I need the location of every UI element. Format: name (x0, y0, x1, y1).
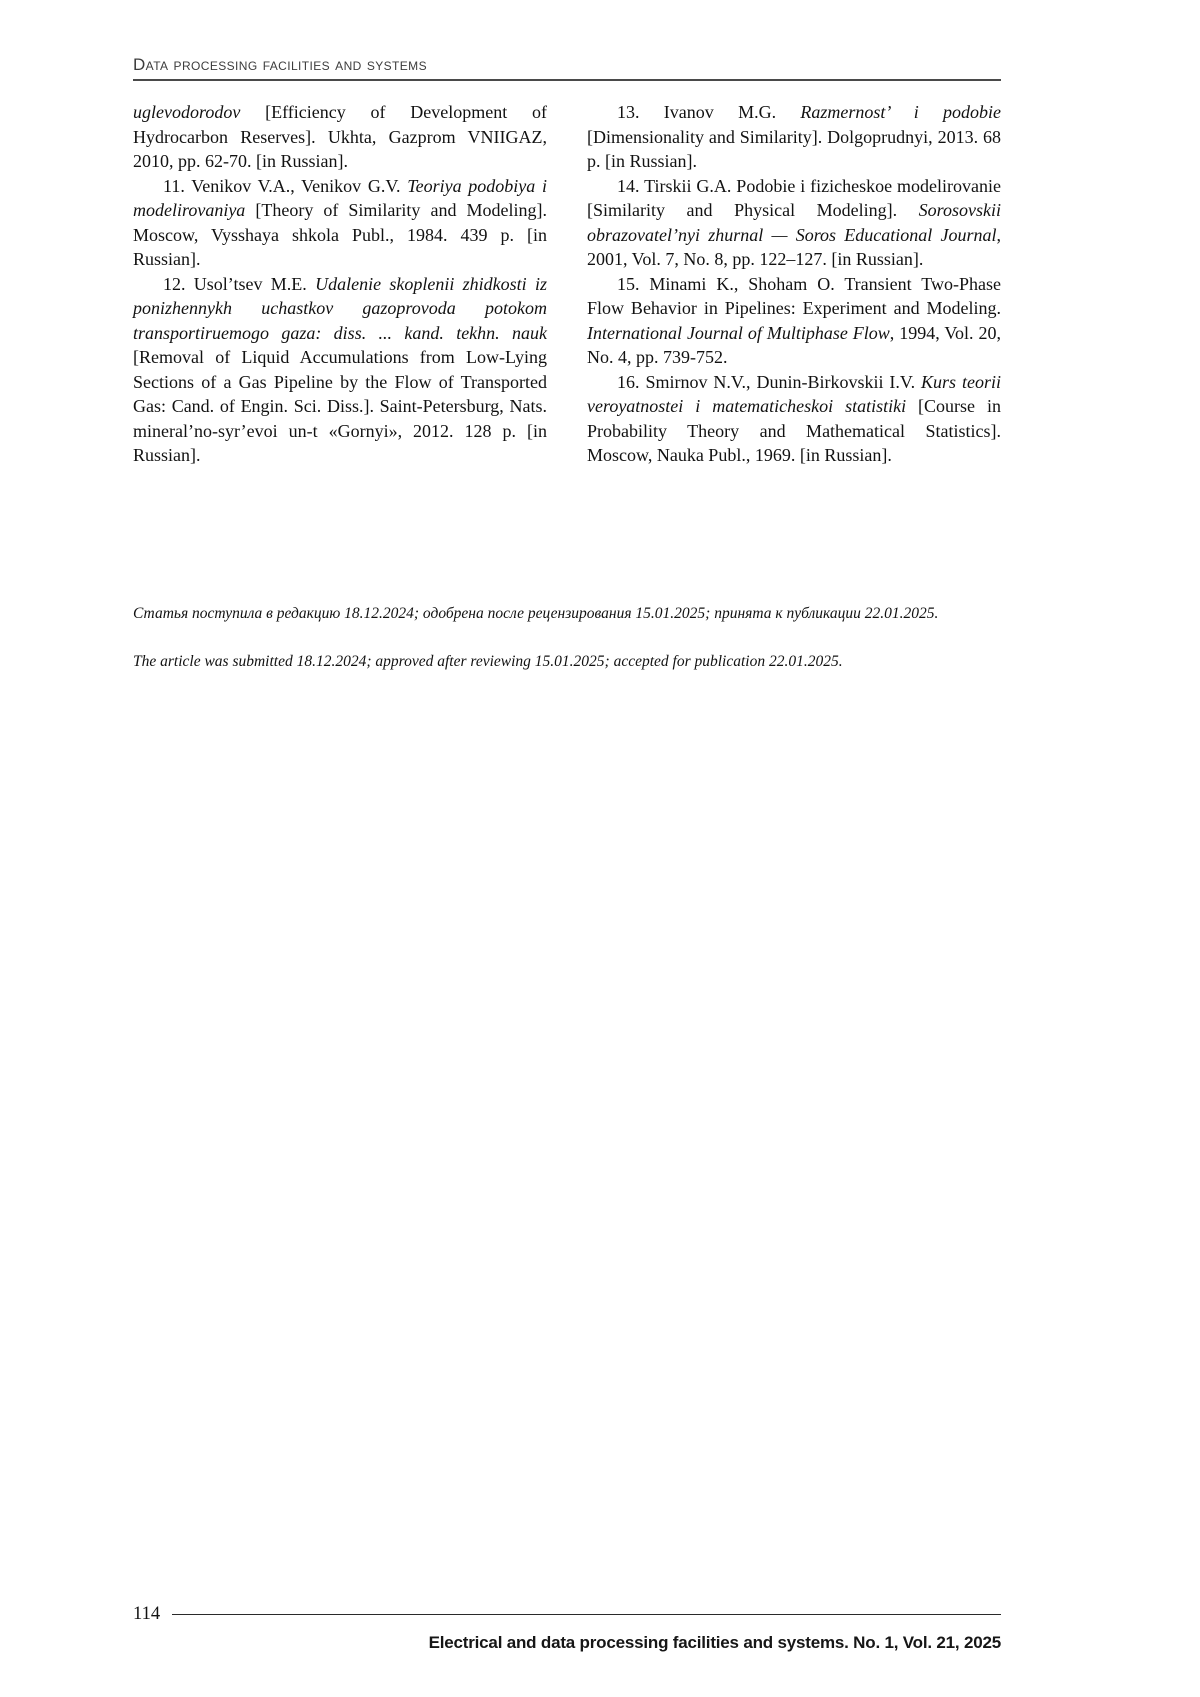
reference-text-segment: International Journal of Multiphase Flow (587, 322, 890, 343)
reference-text-segment: uglevodorodov (133, 102, 241, 122)
reference-text-segment: 12. Usol’tsev M.E. (163, 273, 316, 294)
submission-note-english: The article was submitted 18.12.2024; approved after reviewing 15.01.2025; accepted for publication 22.01.2025. (133, 653, 843, 670)
header-rule (133, 79, 1001, 81)
reference-text-segment: Razmernost’ i podobie (800, 102, 1001, 122)
running-head (133, 55, 1001, 81)
page-footer (133, 1605, 1001, 1653)
reference-text-segment: , 2001, Vol. 7, No. 8, pp. 122–127. [in Russian]. (587, 224, 1001, 269)
reference-text-segment: 14. Tirskii G.A. Podobie i fizicheskoe modelirovanie [Similarity and Physical Modeling]. (587, 175, 1001, 220)
journal-title-line: Electrical and data processing facilities and systems. No. 1, Vol. 21, 2025 (428, 1632, 1001, 1652)
reference-paragraph (133, 174, 547, 272)
reference-text-segment: Teoriya podobiya i modelirovaniya (133, 175, 547, 220)
reference-text-segment: 11. Venikov V.A., Venikov G.V. (163, 175, 408, 196)
reference-text-segment: Kurs teorii veroyatnostei i matematicheskoi statistiki (587, 371, 1001, 416)
reference-text-segment: [Course in Probability Theory and Mathematical Statistics]. Moscow, Nauka Publ., 1969. [in Russian]. (587, 396, 1001, 465)
reference-text-segment: Sorosovskii obrazovatel’nyi zhurnal — Soros Educational Journal (587, 200, 1001, 245)
references-right-column (587, 100, 1001, 468)
reference-text-segment: [Theory of Similarity and Modeling]. Moscow, Vysshaya shkola Publ., 1984. 439 p. [in Russian]. (133, 200, 547, 269)
reference-paragraph (587, 370, 1001, 468)
reference-paragraph (587, 100, 1001, 174)
page-number: 114 (133, 1604, 161, 1624)
reference-paragraph (133, 100, 547, 174)
reference-text-segment: [Efficiency of Development of Hydrocarbon Reserves]. Ukhta, Gazprom VNIIGAZ, 2010, pp. 62-70. [in Russian]. (133, 102, 547, 171)
reference-paragraph (587, 174, 1001, 272)
footer-rule (172, 1614, 1001, 1615)
reference-text-segment: [Removal of Liquid Accumulations from Low-Lying Sections of a Gas Pipeline by the Flow of Transported Gas: Cand. of Engin. Sci. Diss.]. Saint-Petersburg, Nats. mineral’no-syr’evoi un-t «Gornyi», 2012. 128 p. [in Russian]. (133, 347, 547, 465)
reference-text-segment: , 1994, Vol. 20, No. 4, pp. 739-752. (587, 322, 1002, 367)
footer-rule-row (133, 1605, 1001, 1624)
submission-note-russian: Статья поступила в редакцию 18.12.2024; одобрена после рецензирования 15.01.2025; принята к публикации 22.01.2025. (133, 605, 939, 622)
references-left-column (133, 100, 547, 468)
reference-text-segment: [Dimensionality and Similarity]. Dolgoprudnyi, 2013. 68 p. [in Russian]. (587, 126, 1001, 171)
running-head-title: Data processing facilities and systems (133, 55, 427, 74)
reference-text-segment: Udalenie skoplenii zhidkosti iz ponizhennykh uchastkov gazoprovoda potokom transportiruemogo gaza: diss. ... kand. tekhn. nauk (133, 273, 547, 343)
reference-text-segment: 15. Minami K., Shoham O. Transient Two-Phase Flow Behavior in Pipelines: Experiment and Modeling. (587, 273, 1001, 318)
references-section (133, 100, 1001, 468)
reference-paragraph (133, 272, 547, 468)
reference-text-segment: 13. Ivanov M.G. (617, 102, 801, 122)
reference-text-segment: 16. Smirnov N.V., Dunin-Birkovskii I.V. (617, 371, 922, 392)
reference-paragraph (587, 272, 1001, 370)
submission-notes (133, 604, 1001, 700)
